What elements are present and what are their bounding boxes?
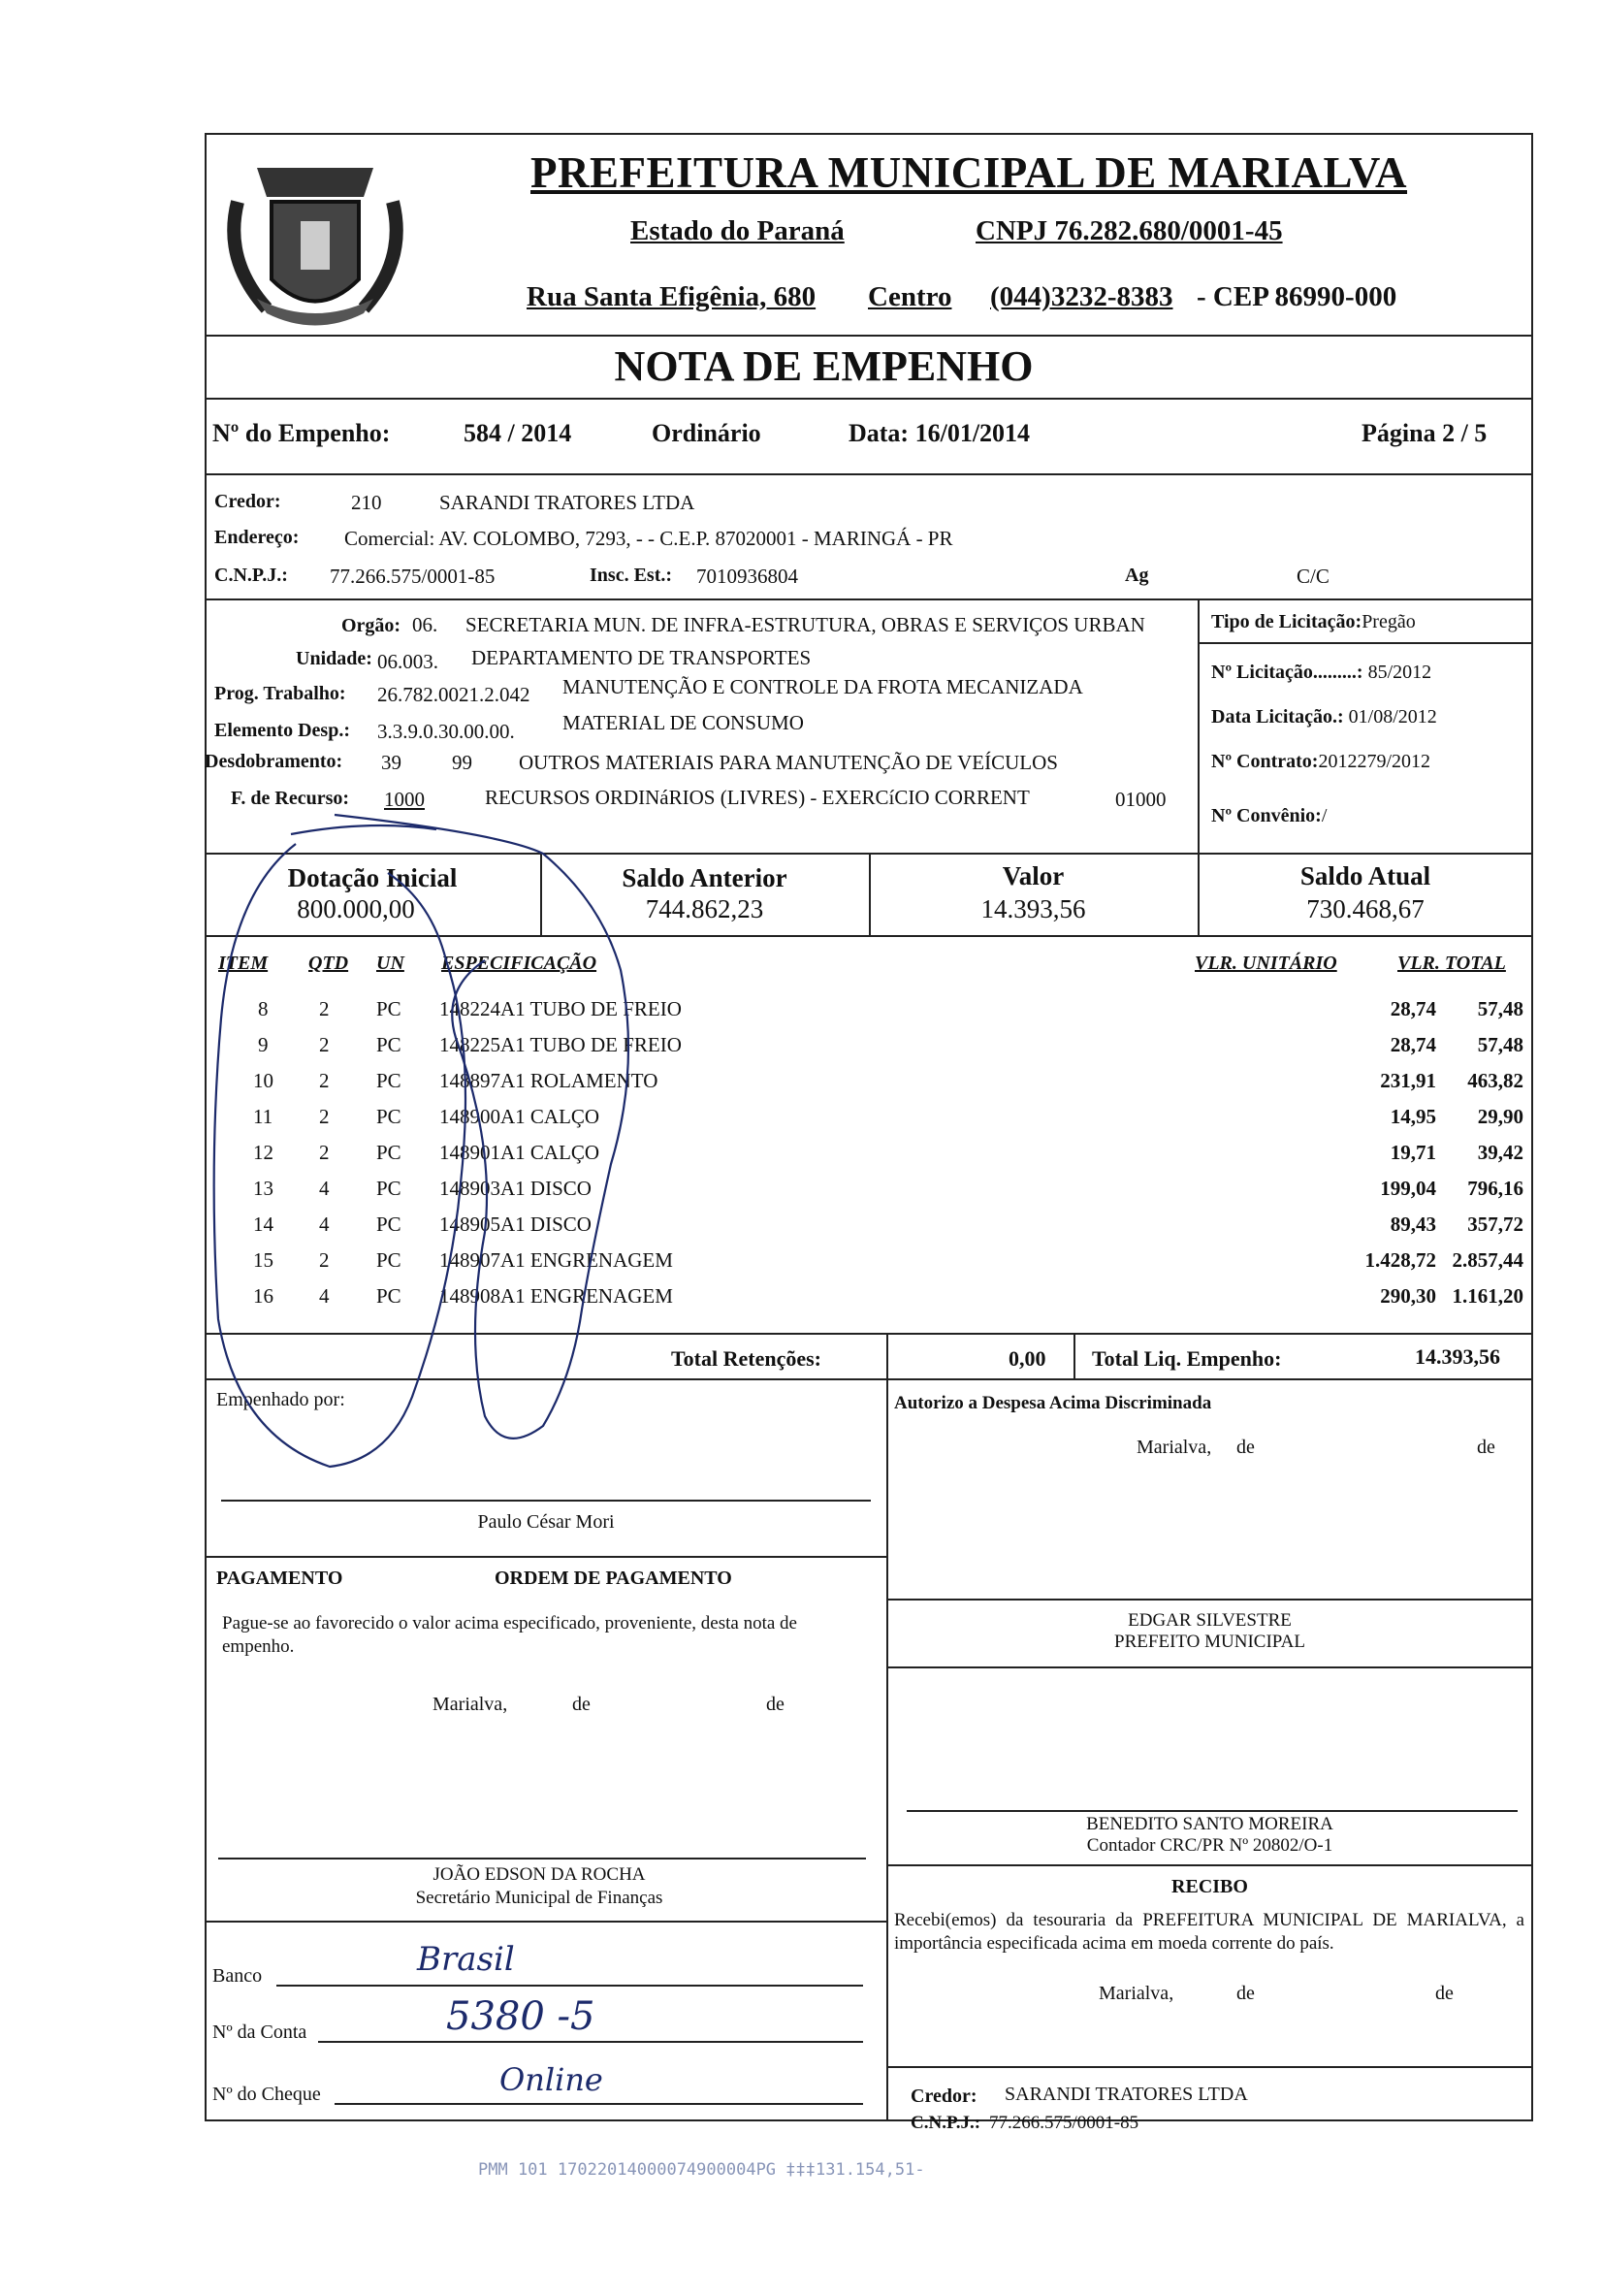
- items-table: [205, 997, 1533, 1327]
- autorizo-de1: de: [1236, 1437, 1255, 1458]
- desdobramento-label: Desdobramento:: [205, 751, 343, 772]
- divider-vertical: [1198, 598, 1200, 853]
- district-header: Centro: [868, 281, 952, 312]
- item-qtd: 2: [319, 1105, 330, 1128]
- desdobramento-name: OUTROS MATERIAIS PARA MANUTENÇÃO DE VEÍCULOS: [519, 751, 1058, 774]
- item-qtd: 2: [319, 997, 330, 1020]
- item-espec: 148903A1 DISCO: [439, 1177, 592, 1200]
- state-name: Estado do Paraná: [630, 215, 845, 246]
- item-total: 1.161,20: [1452, 1284, 1523, 1308]
- item-espec: 148907A1 ENGRENAGEM: [439, 1248, 673, 1272]
- recibo-text: Recebi(emos) da tesouraria da PREFEITURA MUNICIPAL DE MARIALVA, a importância especificada acima em moeda corrente do país.: [894, 1910, 1524, 1954]
- empenho-number: 584 / 2014: [464, 419, 572, 447]
- account-label: C/C: [1297, 565, 1330, 588]
- recurso-name: RECURSOS ORDINáRIOS (LIVRES) - EXERCíCIO CORRENT: [485, 786, 1030, 809]
- contrato-label: Nº Contrato:2012279/2012: [1211, 751, 1431, 772]
- table-row: [205, 1248, 1533, 1284]
- agency-label: Ag: [1125, 565, 1149, 586]
- desdobramento-code2: 99: [452, 751, 472, 774]
- licitacao-type-label: Tipo de Licitação:Pregão: [1211, 611, 1416, 632]
- conta-value: 5380 -5: [446, 1994, 595, 2039]
- item-un: PC: [376, 997, 401, 1020]
- divider: [205, 598, 1533, 600]
- recibo-credor: SARANDI TRATORES LTDA: [1005, 2084, 1248, 2105]
- pagamento-de2: de: [766, 1694, 785, 1715]
- divider-vertical: [886, 1378, 888, 2121]
- item-number: 11: [253, 1105, 273, 1128]
- item-total: 57,48: [1477, 997, 1523, 1020]
- item-qtd: 2: [319, 1033, 330, 1056]
- footer-stamp-code: PMM 101 17022014000074900004PG ‡‡‡131.154,51-: [478, 2160, 925, 2180]
- item-total: 57,48: [1477, 1033, 1523, 1056]
- item-number: 15: [253, 1248, 273, 1272]
- unidade-code: 06.003.: [377, 650, 438, 673]
- valor-label: Valor: [1002, 861, 1065, 890]
- pagamento-city: Marialva,: [433, 1694, 508, 1715]
- saldo-anterior-value: 744.862,23: [645, 894, 764, 923]
- item-qtd: 2: [319, 1069, 330, 1092]
- item-qtd: 2: [319, 1248, 330, 1272]
- item-espec: 148905A1 DISCO: [439, 1213, 592, 1236]
- convenio-number: /: [1321, 805, 1328, 826]
- total-liq-value: 14.393,56: [1415, 1344, 1500, 1369]
- item-number: 8: [258, 997, 269, 1020]
- recibo-cnpj: 77.266.575/0001-85: [989, 2113, 1139, 2133]
- divider: [886, 1666, 1533, 1668]
- page-number: Página 2 / 5: [1362, 419, 1488, 447]
- table-row: [205, 1105, 1533, 1141]
- credor-name: SARANDI TRATORES LTDA: [439, 491, 695, 514]
- divider: [886, 2066, 1533, 2068]
- recurso-code: 1000: [384, 788, 425, 811]
- item-espec: 148224A1 TUBO DE FREIO: [439, 997, 682, 1020]
- elemento-code: 3.3.9.0.30.00.00.: [377, 720, 515, 743]
- item-unit-price: 290,30: [1380, 1284, 1436, 1308]
- signature-line: [218, 1858, 866, 1859]
- address-header: Rua Santa Efigênia, 680: [527, 281, 817, 312]
- item-un: PC: [376, 1033, 401, 1056]
- col-qtd-header: QTD: [308, 953, 349, 974]
- cnpj-label: C.N.P.J.:: [214, 565, 288, 586]
- elemento-label: Elemento Desp.:: [214, 720, 350, 741]
- total-retencoes-label: Total Retenções:: [671, 1346, 821, 1371]
- recibo-credor-label: Credor:: [911, 2086, 977, 2107]
- prefeito-name: EDGAR SILVESTRE: [1128, 1610, 1292, 1631]
- banco-label: Banco: [212, 1965, 263, 1987]
- autorizo-city: Marialva,: [1137, 1437, 1212, 1458]
- empenhado-name: Paulo César Mori: [477, 1511, 615, 1533]
- item-total: 39,42: [1477, 1141, 1523, 1164]
- item-number: 13: [253, 1177, 273, 1200]
- item-un: PC: [376, 1248, 401, 1272]
- table-row: [205, 1141, 1533, 1177]
- convenio-label: Nº Convênio:/: [1211, 805, 1328, 826]
- item-unit-price: 14,95: [1390, 1105, 1436, 1128]
- prefeito-title: PREFEITO MUNICIPAL: [1114, 1632, 1305, 1652]
- credor-label: Credor:: [214, 491, 281, 512]
- cheque-label: Nº do Cheque: [212, 2084, 321, 2105]
- saldo-anterior-label: Saldo Anterior: [622, 863, 787, 892]
- orgao-name: SECRETARIA MUN. DE INFRA-ESTRUTURA, OBRAS E SERVIÇOS URBAN: [465, 613, 1145, 636]
- divider: [205, 1378, 1533, 1380]
- item-unit-price: 28,74: [1390, 1033, 1436, 1056]
- table-row: [205, 1069, 1533, 1105]
- prog-name: MANUTENÇÃO E CONTROLE DA FROTA MECANIZADA: [562, 675, 1083, 698]
- item-number: 16: [253, 1284, 273, 1308]
- recibo-title: RECIBO: [1171, 1876, 1248, 1897]
- prog-code: 26.782.0021.2.042: [377, 683, 530, 706]
- secretario-title: Secretário Municipal de Finanças: [415, 1888, 663, 1908]
- divider: [205, 1333, 1533, 1335]
- item-total: 2.857,44: [1452, 1248, 1523, 1272]
- empenho-label: Nº do Empenho:: [212, 419, 391, 447]
- pagamento-label: PAGAMENTO: [216, 1568, 343, 1589]
- item-qtd: 4: [319, 1284, 330, 1308]
- item-espec: 148897A1 ROLAMENTO: [439, 1069, 658, 1092]
- col-unit-header: VLR. UNITÁRIO: [1195, 953, 1337, 974]
- total-liq-label: Total Liq. Empenho:: [1092, 1346, 1282, 1371]
- item-qtd: 4: [319, 1177, 330, 1200]
- desdobramento-code1: 39: [381, 751, 401, 774]
- credor-insc: 7010936804: [696, 565, 798, 588]
- credor-code: 210: [351, 491, 382, 514]
- document-title: NOTA DE EMPENHO: [614, 342, 1034, 390]
- item-un: PC: [376, 1284, 401, 1308]
- insc-label: Insc. Est.:: [590, 565, 673, 586]
- divider: [205, 1556, 886, 1558]
- licitacao-date: 01/08/2012: [1348, 706, 1437, 728]
- item-qtd: 4: [319, 1213, 330, 1236]
- empenhado-label: Empenhado por:: [216, 1389, 345, 1410]
- ordem-pagamento-label: ORDEM DE PAGAMENTO: [495, 1568, 732, 1589]
- empenho-type: Ordinário: [652, 419, 761, 447]
- divider-vertical: [1073, 1333, 1075, 1379]
- licitacao-date-label: Data Licitação.: 01/08/2012: [1211, 706, 1437, 728]
- table-row: [205, 1284, 1533, 1320]
- divider: [205, 935, 1533, 937]
- recibo-cnpj-label: C.N.P.J.:: [911, 2113, 981, 2133]
- licitacao-number: 85/2012: [1367, 662, 1432, 683]
- item-unit-price: 231,91: [1380, 1069, 1436, 1092]
- signature-line: [886, 1599, 1533, 1601]
- contrato-number: 2012279/2012: [1318, 751, 1431, 772]
- table-row: [205, 1033, 1533, 1069]
- item-total: 357,72: [1467, 1213, 1523, 1236]
- cheque-value: Online: [499, 2061, 603, 2098]
- banco-value: Brasil: [417, 1940, 515, 1979]
- item-number: 12: [253, 1141, 273, 1164]
- licitacao-number-label: Nº Licitação.........: 85/2012: [1211, 662, 1432, 683]
- item-unit-price: 19,71: [1390, 1141, 1436, 1164]
- pagamento-text: Pague-se ao favorecido o valor acima especificado, proveniente, desta nota de empenho.: [222, 1613, 797, 1657]
- contador-name: BENEDITO SANTO MOREIRA: [1086, 1814, 1333, 1834]
- recurso-code2: 01000: [1115, 788, 1167, 811]
- divider-vertical: [886, 1333, 888, 1379]
- item-total: 796,16: [1467, 1177, 1523, 1200]
- cheque-line: [335, 2103, 863, 2105]
- cnpj-header: CNPJ 76.282.680/0001-45: [976, 215, 1283, 246]
- item-number: 9: [258, 1033, 269, 1056]
- item-espec: 148901A1 CALÇO: [439, 1141, 600, 1164]
- item-espec: 148225A1 TUBO DE FREIO: [439, 1033, 682, 1056]
- divider: [205, 335, 1533, 337]
- recibo-de2: de: [1435, 1983, 1454, 2004]
- divider: [205, 473, 1533, 475]
- divider: [1198, 642, 1533, 644]
- item-total: 463,82: [1467, 1069, 1523, 1092]
- autorizo-label: Autorizo a Despesa Acima Discriminada: [894, 1393, 1212, 1413]
- total-retencoes-value: 0,00: [1009, 1346, 1046, 1371]
- address-label: Endereço:: [214, 527, 300, 548]
- phone-header: (044)3232-8383: [990, 281, 1173, 312]
- item-unit-price: 89,43: [1390, 1213, 1436, 1236]
- saldo-atual-value: 730.468,67: [1306, 894, 1425, 923]
- credor-address: Comercial: AV. COLOMBO, 7293, - - C.E.P. 87020001 - MARINGÁ - PR: [344, 527, 953, 550]
- item-number: 10: [253, 1069, 273, 1092]
- cep-header: - CEP 86990-000: [1197, 281, 1397, 312]
- item-un: PC: [376, 1069, 401, 1092]
- autorizo-de2: de: [1477, 1437, 1495, 1458]
- dotacao-value: 800.000,00: [297, 894, 415, 923]
- item-qtd: 2: [319, 1141, 330, 1164]
- valor-value: 14.393,56: [980, 894, 1086, 923]
- item-total: 29,90: [1477, 1105, 1523, 1128]
- divider: [886, 1864, 1533, 1866]
- item-un: PC: [376, 1213, 401, 1236]
- credor-cnpj: 77.266.575/0001-85: [330, 565, 496, 588]
- col-un-header: UN: [376, 953, 404, 974]
- col-espec-header: ESPECIFICAÇÃO: [441, 953, 597, 974]
- empenho-date: Data: 16/01/2014: [849, 419, 1031, 447]
- item-unit-price: 28,74: [1390, 997, 1436, 1020]
- coat-of-arms-logo: [218, 144, 412, 338]
- col-total-header: VLR. TOTAL: [1397, 953, 1506, 974]
- divider: [205, 1921, 886, 1923]
- prog-label: Prog. Trabalho:: [214, 683, 346, 704]
- item-un: PC: [376, 1141, 401, 1164]
- signature-line: [221, 1500, 871, 1502]
- orgao-label: Orgão:: [341, 615, 401, 636]
- secretario-name: JOÃO EDSON DA ROCHA: [433, 1864, 646, 1885]
- licitacao-type: Pregão: [1362, 611, 1416, 632]
- recibo-city: Marialva,: [1099, 1983, 1174, 2004]
- banco-line: [276, 1985, 863, 1987]
- table-row: [205, 997, 1533, 1033]
- item-number: 14: [253, 1213, 273, 1236]
- orgao-code: 06.: [412, 613, 438, 636]
- contador-title: Contador CRC/PR Nº 20802/O-1: [1086, 1835, 1333, 1856]
- conta-line: [318, 2041, 863, 2043]
- dotacao-label: Dotação Inicial: [287, 863, 458, 892]
- table-row: [205, 1213, 1533, 1248]
- unidade-label: Unidade:: [296, 648, 372, 669]
- item-unit-price: 1.428,72: [1364, 1248, 1436, 1272]
- item-espec: 148900A1 CALÇO: [439, 1105, 600, 1128]
- recibo-de1: de: [1236, 1983, 1255, 2004]
- elemento-name: MATERIAL DE CONSUMO: [562, 711, 804, 734]
- conta-label: Nº da Conta: [212, 2021, 307, 2043]
- pagamento-de1: de: [572, 1694, 591, 1715]
- col-item-header: ITEM: [218, 953, 269, 974]
- signature-line: [907, 1810, 1518, 1812]
- divider: [205, 398, 1533, 400]
- item-un: PC: [376, 1177, 401, 1200]
- unidade-name: DEPARTAMENTO DE TRANSPORTES: [471, 646, 812, 669]
- item-espec: 148908A1 ENGRENAGEM: [439, 1284, 673, 1308]
- municipality-title: PREFEITURA MUNICIPAL DE MARIALVA: [530, 148, 1408, 197]
- item-unit-price: 199,04: [1380, 1177, 1436, 1200]
- table-row: [205, 1177, 1533, 1213]
- saldo-atual-label: Saldo Atual: [1299, 861, 1431, 890]
- item-un: PC: [376, 1105, 401, 1128]
- recurso-label: F. de Recurso:: [231, 788, 350, 809]
